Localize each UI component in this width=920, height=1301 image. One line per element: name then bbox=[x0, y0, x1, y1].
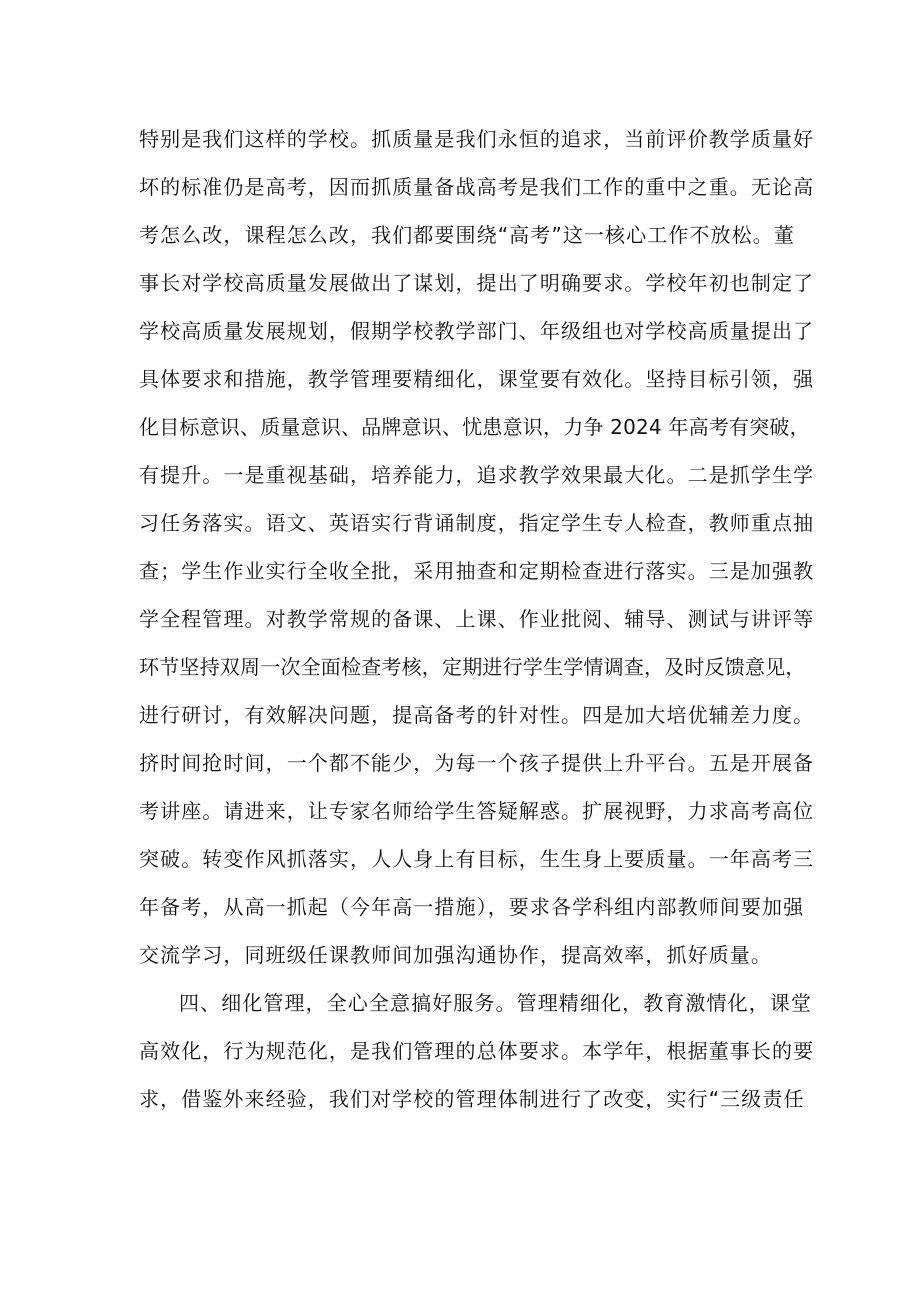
text-line: 事长对学校高质量发展做出了谋划，提出了明确要求。学校年初也制定了 bbox=[139, 271, 815, 295]
text-line: 年备考，从高一抓起（今年高一措施），要求各学科组内部教师间要加强 bbox=[139, 895, 805, 919]
text-line: 突破。转变作风抓落实，人人身上有目标，生生身上要质量。一年高考三 bbox=[139, 847, 815, 871]
text-line: 具体要求和措施，教学管理要精细化，课堂要有效化。坚持目标引领，强 bbox=[139, 367, 815, 391]
text-line: 高效化，行为规范化，是我们管理的总体要求。本学年，根据董事长的要 bbox=[139, 1039, 815, 1063]
text-line: 化目标意识、质量意识、品牌意识、忧患意识，力争 2024 年高考有突破， bbox=[139, 415, 810, 439]
text-line: 有提升。一是重视基础，培养能力，追求教学效果最大化。二是抓学生学 bbox=[139, 463, 815, 487]
text-line: 特别是我们这样的学校。抓质量是我们永恒的追求，当前评价教学质量好 bbox=[139, 127, 815, 151]
text-line: 环节坚持双周一次全面检查考核，定期进行学生学情调查，及时反馈意见， bbox=[139, 655, 806, 679]
text-line: 学全程管理。对教学常规的备课、上课、作业批阅、辅导、测试与讲评等 bbox=[139, 607, 815, 631]
section-heading-line: 四、细化管理，全心全意搞好服务。管理精细化，教育激情化，课堂 bbox=[179, 991, 812, 1015]
text-line: 坏的标准仍是高考，因而抓质量备战高考是我们工作的重中之重。无论高 bbox=[139, 175, 815, 199]
text-line: 交流学习，同班级任课教师间加强沟通协作，提高效率，抓好质量。 bbox=[139, 943, 772, 967]
text-line: 进行研讨，有效解决问题，提高备考的针对性。四是加大培优辅差力度。 bbox=[139, 703, 815, 727]
text-line: 习任务落实。语文、英语实行背诵制度，指定学生专人检查，教师重点抽 bbox=[139, 511, 815, 535]
text-line: 求，借鉴外来经验，我们对学校的管理体制进行了改变，实行“三级责任 bbox=[139, 1087, 805, 1111]
text-line: 挤时间抢时间，一个都不能少，为每一个孩子提供上升平台。五是开展备 bbox=[139, 751, 815, 775]
text-line: 考讲座。请进来，让专家名师给学生答疑解惑。扩展视野，力求高考高位 bbox=[139, 799, 815, 823]
text-line: 考怎么改，课程怎么改，我们都要围绕“高考”这一核心工作不放松。董 bbox=[139, 223, 795, 247]
text-line: 学校高质量发展规划，假期学校教学部门、年级组也对学校高质量提出了 bbox=[139, 319, 815, 343]
text-line: 查；学生作业实行全收全批，采用抽查和定期检查进行落实。三是加强教 bbox=[139, 559, 815, 583]
